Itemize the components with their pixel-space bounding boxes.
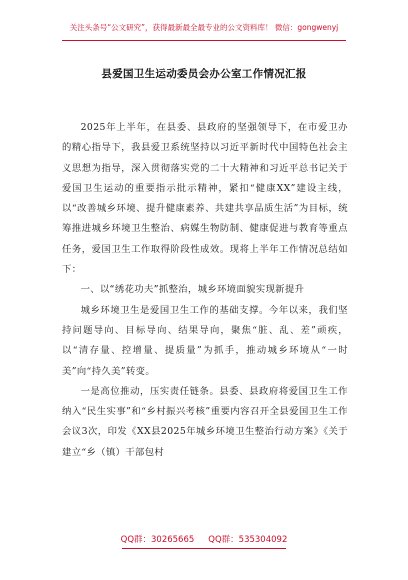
document-body <box>62 118 348 463</box>
header-banner: 关注头条号“公文研究”，获得最新最全最专业的公文资料库！ 微信：gongwenyj <box>69 23 339 32</box>
section-heading-1: 一、以“绣花功夫”抓整治，城乡环境面貌实现新提升 <box>80 284 305 296</box>
footer-qq-group-1: QQ群：30265665 <box>120 535 195 545</box>
intro-paragraph: 2025年上半年，在县委、县政府的坚强领导下，在市爱卫办的精心指导下，我县爱卫系统坚持以习近平新时代中国特色社会主义思想为指导，深入贯彻落实党的二十大精神和习近平总书记关于爱国卫生运动的重要指示批示精神，紧扣“健康XX”建设主线，以“改善城乡环境、提升健康素养、共建共享品质生活”为目标，统筹推进城乡环境卫生整治、病媒生物防制、健康促进与教育等重点任务，爱国卫生工作取得阶段性成效。现将上半年工作情况总结如下： <box>62 122 348 276</box>
section-paragraph: 城乡环境卫生是爱国卫生工作的基础支撑。今年以来，我们坚持问题导向、目标导向、结果导向，聚焦“脏、乱、差”顽疾，以“清存量、控增量、提质量”为抓手，推动城乡环境从“一时美”向“持久美”转变。 <box>62 304 348 377</box>
footer-contact <box>0 534 408 546</box>
section-paragraph-point-1: 一是高位推动，压实责任链条。县委、县政府将爱国卫生工作纳入“民生实事”和“乡村振兴考核”重要内容召开全县爱国卫生工作会议3次，印发《XX县2025年城乡环境卫生整治行动方案》《关于建立“乡（镇）干部包村 <box>62 385 348 458</box>
footer-qq-group-2: QQ群：535304092 <box>208 535 288 545</box>
document-title: 县爱国卫生运动委员会办公室工作情况汇报 <box>101 68 307 80</box>
footer-divider <box>122 548 286 549</box>
header-divider <box>62 40 346 41</box>
